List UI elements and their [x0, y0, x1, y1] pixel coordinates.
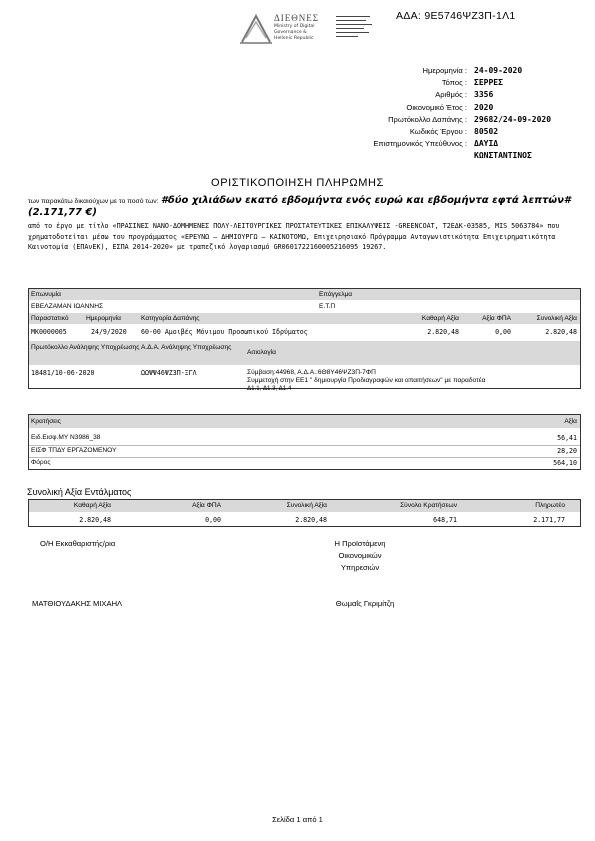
meta-row: Οικονομικό Έτος : 2020	[406, 102, 494, 112]
meta-row: Ημερομηνία : 24-09-2020	[422, 66, 523, 75]
net-value: 2.820,48	[427, 328, 459, 336]
summary-value: 648,71	[433, 516, 457, 524]
summary-header: Συνολική Αξία	[286, 502, 327, 509]
deductions-header-label: Κρατήσεις	[31, 418, 61, 425]
header-justification: Αιτιολογία	[247, 349, 276, 356]
header-commit-ada: Α.Δ.Α. Ανάληψης Υποχρέωσης	[141, 344, 232, 351]
document-meta	[300, 66, 590, 164]
ada-code: ΑΔΑ: 9Ε5746ΨΖ3Π-1Λ1	[396, 10, 516, 22]
doc-number: ΜΚ0000005	[31, 328, 67, 336]
header-name: Επωνυμία	[31, 291, 61, 298]
intro-text	[28, 196, 583, 253]
deductions-header-value: Αξία	[564, 418, 577, 425]
summary-header: Πληρωτέο	[535, 502, 565, 509]
justification-line-3: Δ1.1, Δ1.3, Δ1.4	[247, 385, 292, 392]
summary-value: 2.820,48	[79, 516, 111, 524]
header-commit-proto: Πρωτόκολλο Ανάληψης Υποχρέωσης	[31, 344, 140, 351]
beneficiary-name: ΕΒΕΛΖΑΜΑΝ ΙΩΑΝΝΗΣ	[31, 303, 104, 310]
header-total: Συνολική Αξία	[536, 315, 577, 322]
intro-body: από το έργο με τίτλο «ΠΡΑΣΙΝΕΣ ΝΑΝΟ-ΔΟΜΗΜΕΝΕΣ ΠΟΛΥ-ΛΕΙΤΟΥΡΓΙΚΕΣ ΠΡΟΣΤΑΤΕΥΤΙΚΕΣ ΕΠΙΚΑΛΥΨΕΙΣ -GREENCOAT, Τ2ΕΔΚ-03585, MIS 5063784» που χρηματοδοτείται μέσω του προγράμματος «ΕΡΕΥΝΩ – ΔΗΜΙΟΥΡΓΩ – ΚΑΙΝΟΤΟΜΩ, Επιχειρησιακό Πρόγραμμα Ανταγωνιστικότητα Επιχειρηματικότητα Καινοτομία (ΕΠΑνΕΚ), ΕΣΠΑ 2014-2020» με τραπεζικό λογαριασμό GR0601722160005216095 19267.	[28, 222, 560, 252]
clearing-officer-name: ΜΑΤΘΙΟΥΔΑΚΗΣ ΜΙΧΑΗΛ	[32, 599, 123, 608]
justification-line-1: Σύμβαση:44968, Α.Δ.Α.:6Θ8Υ46ΨΖ3Π-7ΦΠ	[247, 369, 376, 376]
meta-row: Τόπος : ΣΕΡΡΕΣ	[441, 78, 503, 88]
meta-row: Πρωτόκολλο Δαπάνης : 29682/24-09-2020	[388, 114, 552, 124]
page-number: Σελίδα 1 από 1	[272, 815, 323, 824]
justification-line-2: Συμμετοχή στην ΕΕ1 " δημιουργία Προδιαγραφών και απαιτήσεων" με παραδοτέα	[247, 377, 486, 384]
deduction-value: 564,10	[553, 459, 577, 467]
summary-header: Αξία ΦΠΑ	[192, 502, 221, 509]
summary-title: Συνολική Αξία Εντάλματος	[27, 487, 132, 497]
head-role: Η Προϊστάμενη Οικονομικών Υπηρεσιών	[334, 539, 386, 572]
intro-prefix: των παρακάτω δικαιούχων με το ποσό των:	[28, 198, 159, 205]
summary-header: Σύνολο Κρατήσεων	[400, 502, 457, 509]
ministry-logo	[236, 12, 376, 48]
vat-value: 0,00	[495, 328, 511, 336]
logo-fine-print	[336, 16, 372, 44]
header-doc: Παραστατικό	[31, 315, 69, 322]
summary-value: 2.820,48	[295, 516, 327, 524]
deduction-label: ΕΙΣΦ ΤΠΔΥ ΕΡΓΑΖΟΜΕΝΟΥ	[31, 447, 117, 454]
deduction-value: 28,20	[557, 447, 577, 455]
summary-value: 0,00	[205, 516, 221, 524]
header-category: Κατηγορία Δαπάνης	[141, 315, 200, 322]
logo-emblem-icon	[236, 12, 276, 48]
meta-row: Επιστημονικός Υπεύθυνος : ΔΑΥΙΔ	[373, 139, 499, 149]
deduction-label: Φόρος	[31, 459, 51, 466]
commit-ada: ΩΩΨΨ46ΨΖ3Π-ΞΓΛ	[141, 369, 197, 377]
beneficiary-table	[28, 288, 581, 392]
total-value: 2.820,48	[545, 328, 577, 336]
summary-value: 2.171,77	[533, 516, 565, 524]
intro-amount: #δύο χιλιάδων εκατό εβδομήντα ενός ευρώ και εβδομήντα εφτά λεπτών# (2.171,77 €)	[28, 195, 571, 218]
summary-table	[28, 499, 581, 527]
header-date: Ημερομηνία	[86, 315, 121, 322]
logo-text-lines: Ministry of Digital Governance & Hellenic Republic	[274, 24, 315, 41]
logo-text-main: ΔΙΕΘΝΕΣ	[274, 13, 320, 23]
doc-date: 24/9/2020	[91, 328, 127, 336]
meta-row: Κωδικός Έργου : 80502	[409, 126, 499, 136]
summary-header: Καθαρή Αξία	[73, 502, 111, 509]
deduction-value: 56,41	[557, 434, 577, 442]
document-title: ΟΡΙΣΤΙΚΟΠΟΙΗΣΗ ΠΛΗΡΩΜΗΣ	[211, 177, 384, 189]
meta-row: Αριθμός : 3356	[435, 90, 494, 100]
commit-proto: 18481/10-06-2020	[31, 369, 95, 377]
header-net: Καθαρή Αξία	[421, 315, 459, 322]
head-name: Θωμαΐς Γκριμίτζη	[335, 599, 395, 608]
header-vat: Αξία ΦΠΑ	[482, 315, 511, 322]
deductions-table	[28, 414, 581, 470]
deduction-label: Ειδ.Εισφ.ΜΥ Ν3986_38	[31, 434, 101, 441]
meta-row: ΚΩΝΣΤΑΝΤΙΝΟΣ	[474, 151, 532, 161]
expense-category: 60-00 Αμοιβές Μόνιμου Προσωπικού Ιδρύματος	[141, 328, 308, 336]
header-profession: Επάγγελμα	[319, 291, 353, 298]
clearing-officer-role: Ο/Η Εκκαθαριστής/ρια	[40, 539, 116, 548]
beneficiary-profession: Ε.Τ.Π	[319, 303, 336, 310]
